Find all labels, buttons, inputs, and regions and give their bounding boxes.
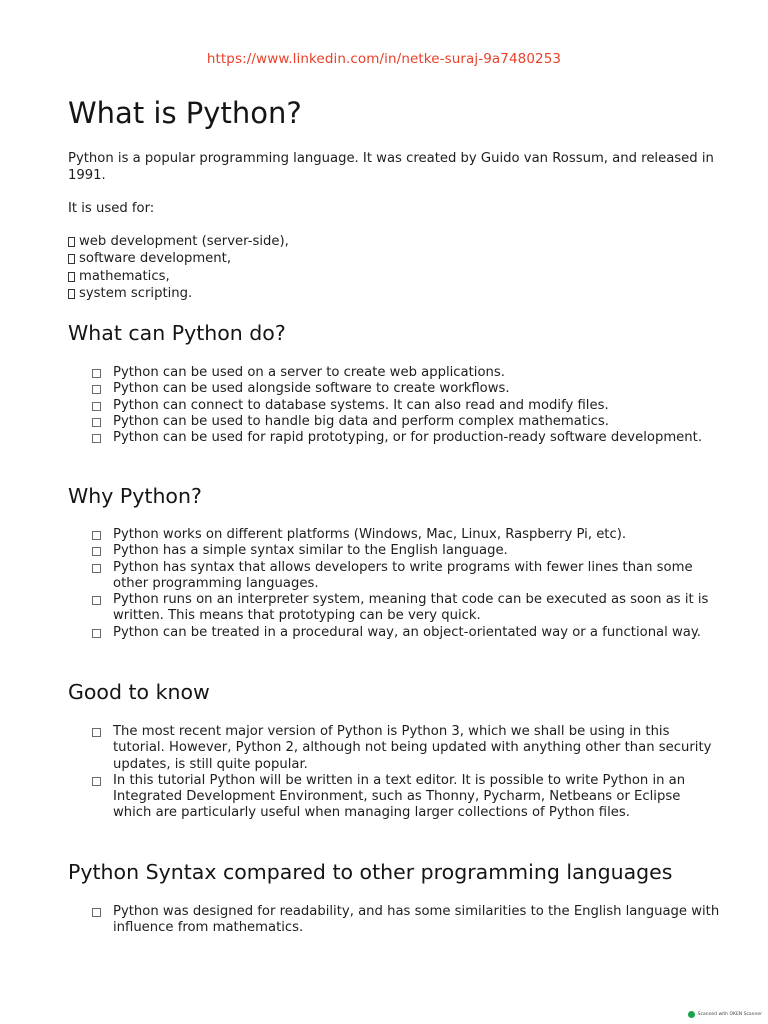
list-item-text: Python can connect to database systems. It can also read and modify files.: [113, 397, 609, 413]
syntax-list: [92, 904, 722, 937]
list-item: [92, 543, 722, 559]
missing-glyph-icon: [68, 289, 75, 299]
list-item-text: Python can be used alongside software to create workflows.: [113, 381, 510, 397]
scanner-watermark: [688, 1011, 762, 1018]
checkbox-icon: [92, 629, 101, 638]
list-item-text: web development (server-side),: [79, 234, 289, 249]
list-item: [68, 268, 289, 285]
list-item-text: Python has syntax that allows developers to write programs with fewer lines than some other programming languages.: [113, 559, 693, 591]
checkbox-icon: [92, 728, 101, 737]
checkbox-icon: [92, 596, 101, 605]
scanner-logo-icon: [688, 1011, 695, 1018]
list-item: [92, 398, 722, 414]
list-item: [68, 250, 289, 267]
list-item-text: Python was designed for readability, and has some similarities to the English language with influence from mathematics.: [113, 904, 720, 936]
list-item: [92, 414, 722, 430]
list-item: [92, 430, 722, 446]
list-item: [92, 724, 722, 773]
list-item-text: Python can be used for rapid prototyping, or for production-ready software development.: [113, 430, 703, 446]
can-do-list: [92, 365, 722, 446]
checkbox-icon: [92, 418, 101, 427]
page-title: What is Python?: [68, 96, 302, 130]
list-item: [92, 625, 722, 641]
list-item-text: Python can be treated in a procedural way, an object-orientated way or a functional way.: [113, 624, 701, 640]
checkbox-icon: [92, 402, 101, 411]
list-item-text: In this tutorial Python will be written in a text editor. It is possible to write Python in an Integrated Development Environment, such as Thonny, Pycharm, Netbeans or Eclipse which are particularly useful when managing larger collections of Python files.: [113, 772, 686, 821]
list-item: [68, 233, 289, 250]
intro-paragraph: Python is a popular programming language. It was created by Guido van Rossum, and released in 1991.: [68, 151, 714, 183]
list-item: [92, 381, 722, 397]
list-item: [92, 527, 722, 543]
good-to-know-list: [92, 724, 722, 822]
checkbox-icon: [92, 385, 101, 394]
list-item-text: Python can be used to handle big data and perform complex mathematics.: [113, 413, 609, 429]
missing-glyph-icon: [68, 237, 75, 247]
checkbox-icon: [92, 547, 101, 556]
used-for-label: It is used for:: [68, 201, 155, 216]
uses-list: [68, 233, 289, 303]
section-heading-can-do: What can Python do?: [68, 321, 286, 345]
list-item: [68, 285, 289, 302]
checkbox-icon: [92, 564, 101, 573]
list-item-text: Python works on different platforms (Windows, Mac, Linux, Raspberry Pi, etc).: [113, 527, 627, 542]
list-item: [92, 592, 722, 625]
list-item-text: software development,: [79, 251, 232, 267]
list-item: [92, 773, 722, 822]
list-item: [92, 560, 722, 593]
why-list: [92, 527, 722, 641]
missing-glyph-icon: [68, 272, 75, 282]
list-item-text: mathematics,: [79, 268, 170, 284]
checkbox-icon: [92, 369, 101, 378]
checkbox-icon: [92, 777, 101, 786]
list-item-text: Python can be used on a server to create web applications.: [113, 365, 505, 380]
list-item: [92, 904, 722, 937]
section-heading-good-to-know: Good to know: [68, 680, 210, 704]
scanner-watermark-text: Scanned with OKEN Scanner: [697, 1012, 762, 1017]
checkbox-icon: [92, 531, 101, 540]
list-item-text: Python runs on an interpreter system, meaning that code can be executed as soon as it is written. This means that prototyping can be very quick.: [113, 592, 709, 624]
checkbox-icon: [92, 908, 101, 917]
section-heading-syntax: Python Syntax compared to other programming languages: [68, 860, 673, 884]
list-item-text: Python has a simple syntax similar to the English language.: [113, 543, 508, 559]
section-heading-why: Why Python?: [68, 484, 202, 508]
missing-glyph-icon: [68, 254, 75, 264]
list-item-text: The most recent major version of Python is Python 3, which we shall be using in this tutorial. However, Python 2, although not being updated with anything other than security updates, is still quite popular.: [113, 724, 712, 772]
linkedin-url[interactable]: https://www.linkedin.com/in/netke-suraj-9a7480253: [206, 51, 562, 67]
list-item-text: system scripting.: [79, 286, 193, 302]
checkbox-icon: [92, 434, 101, 443]
list-item: [92, 365, 722, 381]
